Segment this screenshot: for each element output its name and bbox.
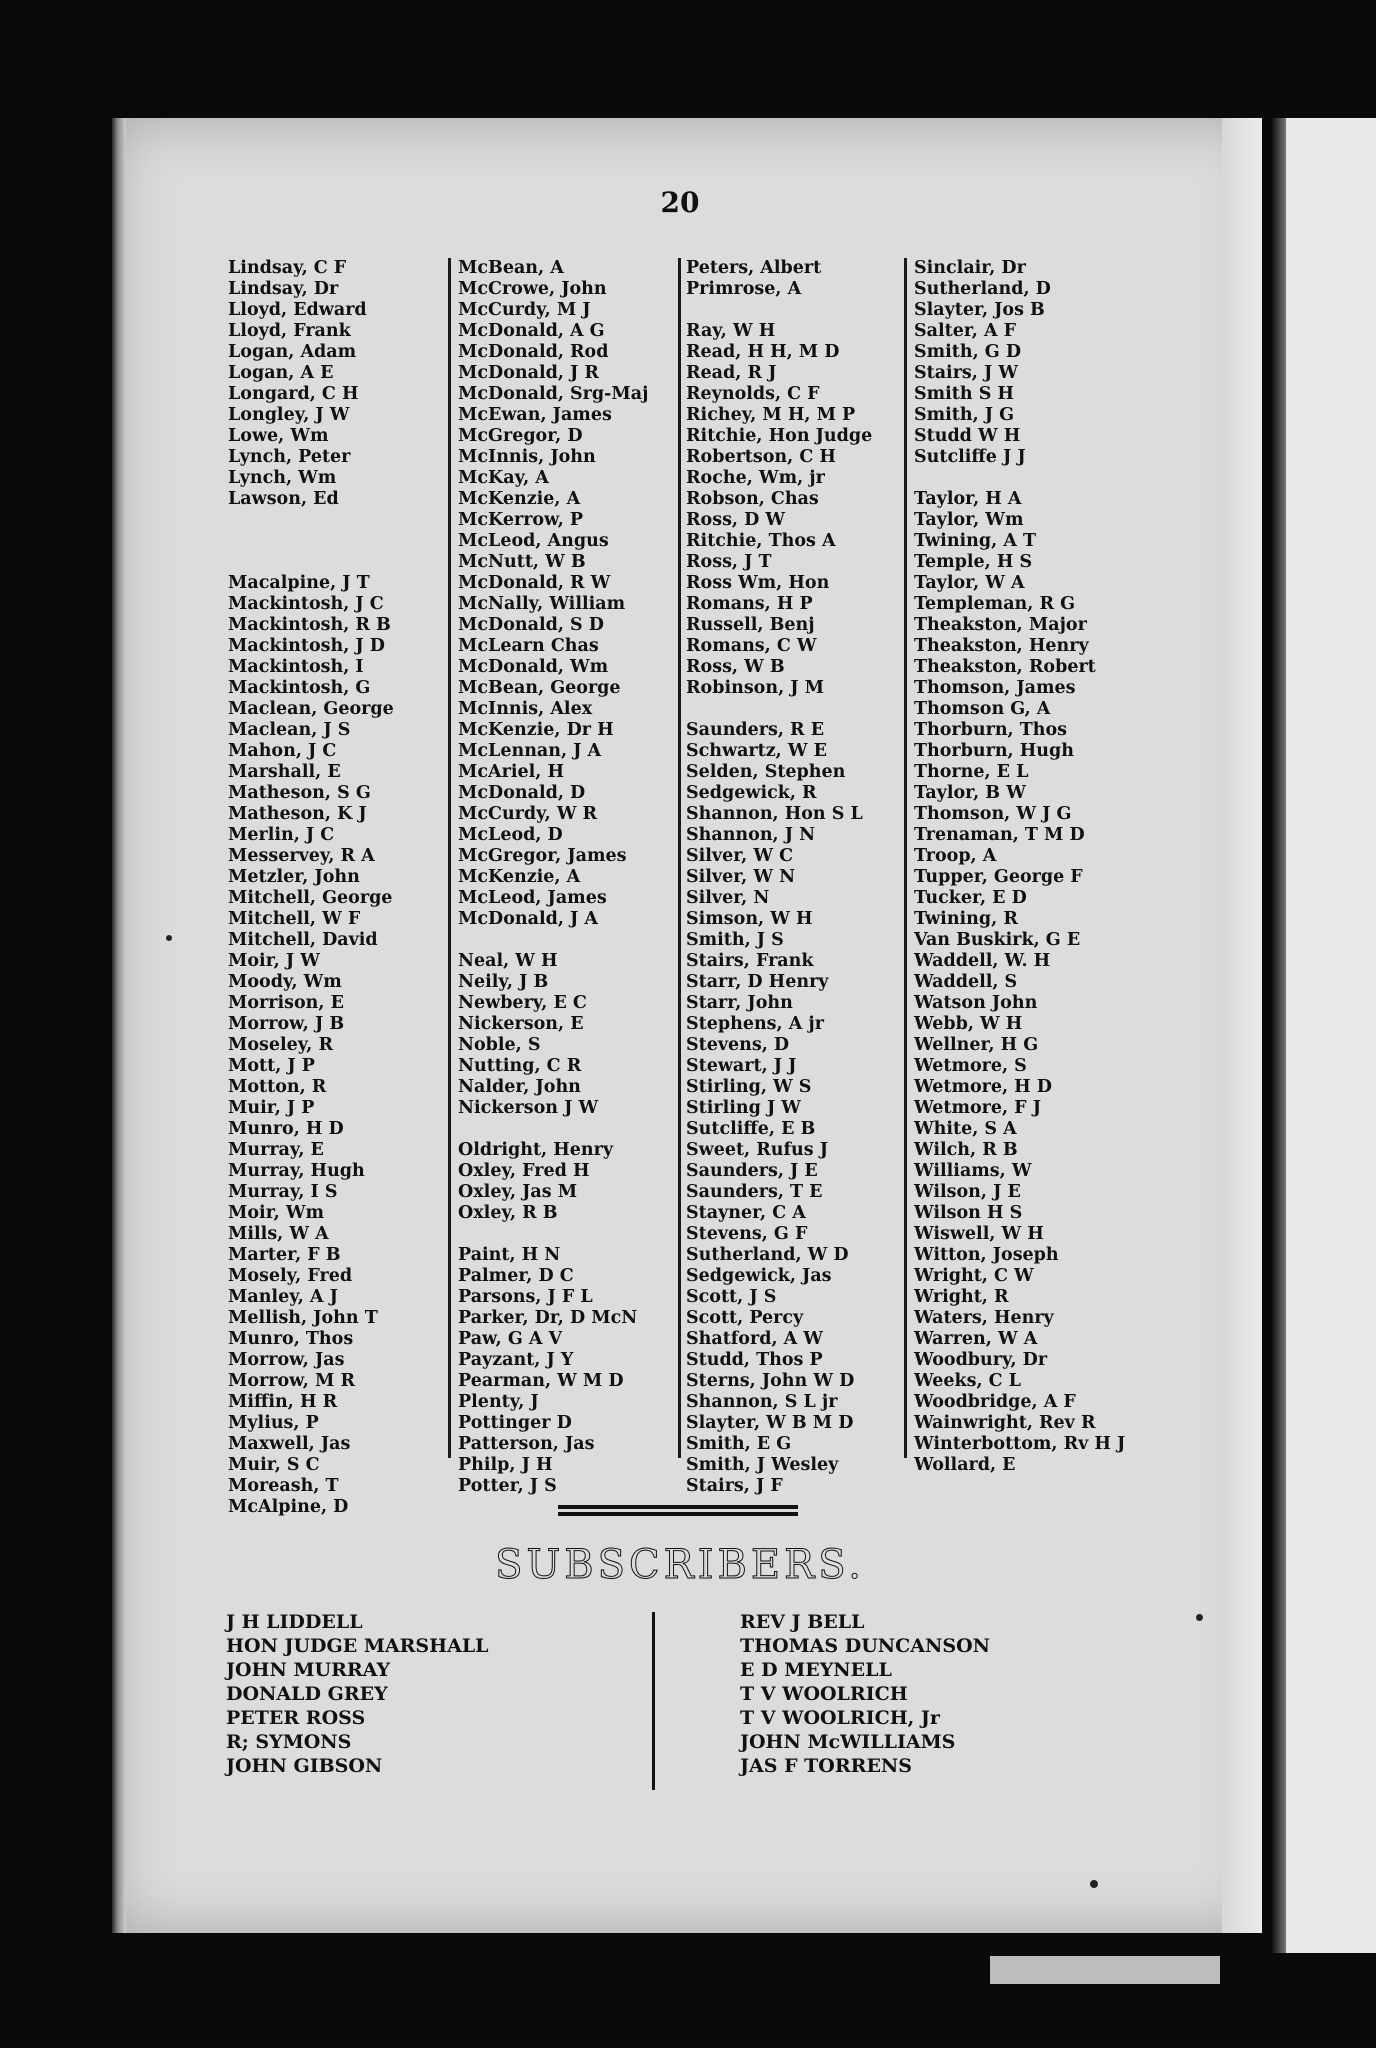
directory-entry: McDonald, Wm [458,657,609,677]
directory-entry: Silver, N [686,888,770,908]
directory-entry: Scott, J S [686,1287,777,1307]
directory-entry: Miffin, H R [228,1392,338,1412]
directory-entry: McDonald, J A [458,909,598,929]
directory-entry: Witton, Joseph [914,1245,1059,1265]
directory-entry: McBean, A [458,258,564,278]
directory-entry: Wetmore, H D [914,1077,1052,1097]
directory-entry: McKenzie, A [458,867,581,887]
directory-entry: Robertson, C H [686,447,836,467]
list-gap [686,699,911,720]
directory-entry: Taylor, W A [914,573,1025,593]
name-column-4 [914,258,1164,1475]
directory-entry: Oxley, Jas M [458,1182,578,1202]
directory-entry: Saunders, R E [686,720,825,740]
directory-entry: Munro, Thos [228,1329,354,1349]
list-gap [458,1224,683,1245]
directory-entry: McKenzie, Dr H [458,720,614,740]
directory-entry: Lowe, Wm [228,426,329,446]
directory-entry: Parsons, J F L [458,1287,593,1307]
subscribers-left-column [226,1610,646,1778]
directory-entry: Philp, J H [458,1455,553,1475]
directory-entry: Moody, Wm [228,972,342,992]
list-gap [686,300,911,321]
directory-entry: Moseley, R [228,1035,334,1055]
directory-entry: Stairs, J F [686,1476,783,1496]
list-gap [228,510,453,531]
directory-entry: Silver, W C [686,846,794,866]
ink-speck [1196,1614,1203,1621]
directory-entry: Matheson, S G [228,783,371,803]
directory-entry: Muir, J P [228,1098,315,1118]
section-rule [558,1505,798,1509]
directory-entry: Mackintosh, I [228,657,364,677]
directory-entry: Noble, S [458,1035,541,1055]
directory-entry: Troop, A [914,846,997,866]
directory-entry: Stewart, J J [686,1056,797,1076]
list-gap [458,1119,683,1140]
directory-entry: McLearn Chas [458,636,599,656]
directory-entry: Wellner, H G [914,1035,1039,1055]
directory-entry: Stairs, Frank [686,951,814,971]
directory-entry: Longard, C H [228,384,359,404]
directory-entry: White, S A [914,1119,1017,1139]
directory-entry: Romans, C W [686,636,817,656]
directory-entry: Newbery, E C [458,993,587,1013]
directory-entry: McCurdy, W R [458,804,598,824]
directory-entry: Silver, W N [686,867,796,887]
directory-entry: Waters, Henry [914,1308,1054,1328]
directory-entry: Thorburn, Thos [914,720,1067,740]
directory-entry: Smith S H [914,384,1014,404]
directory-entry: Wiswell, W H [914,1224,1044,1244]
directory-entry: Wilson H S [914,1203,1023,1223]
directory-entry: Morrison, E [228,993,344,1013]
directory-entry: Smith, J S [686,930,784,950]
subscriber-entry: JOHN McWILLIAMS [740,1731,956,1753]
directory-entry: Nalder, John [458,1077,581,1097]
directory-entry: McAriel, H [458,762,564,782]
directory-entry: Theakston, Major [914,615,1087,635]
directory-entry: Robson, Chas [686,489,819,509]
directory-entry: Patterson, Jas [458,1434,595,1454]
subscriber-entry: JOHN GIBSON [226,1755,383,1777]
directory-entry: Warren, W A [914,1329,1038,1349]
directory-entry: Simson, W H [686,909,813,929]
directory-entry: Morrow, Jas [228,1350,345,1370]
directory-entry: Robinson, J M [686,678,825,698]
name-column-1 [228,258,453,1517]
directory-entry: Wainwright, Rev R [914,1413,1096,1433]
directory-entry: Wright, R [914,1287,1009,1307]
directory-entry: Logan, A E [228,363,334,383]
directory-entry: Stirling J W [686,1098,801,1118]
directory-entry: Longley, J W [228,405,350,425]
directory-entry: Thomson, W J G [914,804,1072,824]
directory-entry: Thorburn, Hugh [914,741,1074,761]
directory-entry: Salter, A F [914,321,1017,341]
directory-entry: Macalpine, J T [228,573,370,593]
subscriber-entry: PETER ROSS [226,1707,366,1729]
directory-entry: McLennan, J A [458,741,602,761]
directory-entry: Morrow, J B [228,1014,345,1034]
subscribers-right-column [740,1610,1160,1778]
directory-entry: McNally, William [458,594,626,614]
directory-entry: Lawson, Ed [228,489,339,509]
directory-entry: Twining, A T [914,531,1037,551]
directory-entry: Theakston, Henry [914,636,1089,656]
column-divider [448,258,451,1458]
directory-entry: Lindsay, C F [228,258,347,278]
directory-entry: Stairs, J W [914,363,1018,383]
directory-entry: Smith, J G [914,405,1015,425]
list-gap [458,930,683,951]
directory-entry: Stirling, W S [686,1077,812,1097]
directory-entry: Lindsay, Dr [228,279,339,299]
directory-entry: Maxwell, Jas [228,1434,351,1454]
subscriber-entry: JAS F TORRENS [740,1755,913,1777]
directory-entry: Paw, G A V [458,1329,563,1349]
directory-entry: Read, H H, M D [686,342,840,362]
directory-entry: McDonald, J R [458,363,599,383]
directory-entry: McLeod, James [458,888,607,908]
column-divider [904,258,907,1458]
subscribers-heading: SUBSCRIBERS. [495,1542,865,1588]
subscriber-entry: DONALD GREY [226,1683,388,1705]
ink-speck [1090,1880,1098,1888]
directory-entry: Tupper, George F [914,867,1083,887]
directory-entry: Richey, M H, M P [686,405,856,425]
directory-entry: Stayner, C A [686,1203,806,1223]
directory-entry: Temple, H S [914,552,1033,572]
directory-entry: Starr, D Henry [686,972,829,992]
directory-entry: Wollard, E [914,1455,1016,1475]
directory-entry: McDonald, D [458,783,586,803]
directory-entry: Murray, Hugh [228,1161,365,1181]
directory-entry: Mitchell, George [228,888,393,908]
directory-entry: Neal, W H [458,951,558,971]
directory-entry: Winterbottom, Rv H J [914,1434,1126,1454]
directory-entry: Primrose, A [686,279,802,299]
directory-entry: Watson John [914,993,1038,1013]
ink-speck [166,935,172,941]
directory-entry: Tucker, E D [914,888,1027,908]
directory-entry: McDonald, Rod [458,342,609,362]
directory-entry: Mosely, Fred [228,1266,353,1286]
directory-entry: McNutt, W B [458,552,586,572]
directory-entry: Smith, J Wesley [686,1455,839,1475]
directory-entry: McDonald, Srg-Maj [458,384,649,404]
subscribers-divider [652,1612,655,1790]
directory-entry: Oxley, Fred H [458,1161,590,1181]
page-tab [990,1956,1220,1984]
directory-entry: McDonald, S D [458,615,604,635]
subscriber-entry: THOMAS DUNCANSON [740,1635,991,1657]
directory-entry: Merlin, J C [228,825,335,845]
directory-entry: Stevens, G F [686,1224,808,1244]
directory-entry: Wilson, J E [914,1182,1021,1202]
directory-entry: Studd, Thos P [686,1350,823,1370]
directory-entry: Slayter, W B M D [686,1413,854,1433]
list-gap [228,531,453,552]
section-rule [558,1512,798,1516]
directory-entry: Twining, R [914,909,1018,929]
directory-entry: Munro, H D [228,1119,344,1139]
list-gap [914,468,1164,489]
directory-entry: Mitchell, W F [228,909,361,929]
directory-entry: Mackintosh, R B [228,615,391,635]
directory-entry: Mellish, John T [228,1308,378,1328]
subscriber-entry: R; SYMONS [226,1731,352,1753]
directory-entry: Lynch, Wm [228,468,337,488]
directory-entry: Paint, H N [458,1245,561,1265]
directory-entry: McLeod, Angus [458,531,609,551]
directory-entry: Sweet, Rufus J [686,1140,828,1160]
directory-entry: Maclean, George [228,699,394,719]
directory-entry: Marter, F B [228,1245,341,1265]
directory-entry: Sutcliffe, E B [686,1119,816,1139]
directory-entry: Trenaman, T M D [914,825,1085,845]
directory-entry: Slayter, Jos B [914,300,1045,320]
directory-entry: Lloyd, Frank [228,321,351,341]
directory-entry: Metzler, John [228,867,360,887]
directory-entry: McKenzie, A [458,489,581,509]
directory-entry: Nickerson, E [458,1014,584,1034]
page-outer-edge [1222,118,1262,1933]
directory-entry: Russell, Benj [686,615,815,635]
directory-entry: McDonald, A G [458,321,605,341]
page-binding-edge [112,118,126,1933]
directory-entry: Mitchell, David [228,930,378,950]
directory-entry: Ritchie, Hon Judge [686,426,873,446]
directory-entry: Taylor, Wm [914,510,1024,530]
directory-entry: Read, R J [686,363,777,383]
directory-entry: Saunders, J E [686,1161,818,1181]
directory-entry: Mackintosh, J C [228,594,384,614]
directory-entry: Mackintosh, J D [228,636,385,656]
directory-entry: Pottinger D [458,1413,572,1433]
directory-entry: Potter, J S [458,1476,557,1496]
directory-entry: McInnis, Alex [458,699,593,719]
subscriber-entry: JOHN MURRAY [226,1659,391,1681]
directory-entry: Mott, J P [228,1056,315,1076]
directory-entry: Oxley, R B [458,1203,558,1223]
directory-entry: Oldright, Henry [458,1140,614,1160]
column-divider [678,258,681,1458]
directory-entry: Palmer, D C [458,1266,574,1286]
directory-entry: Maclean, J S [228,720,351,740]
directory-entry: Mackintosh, G [228,678,371,698]
directory-entry: Ross Wm, Hon [686,573,830,593]
directory-entry: McCurdy, M J [458,300,591,320]
directory-entry: Motton, R [228,1077,327,1097]
directory-entry: Shannon, Hon S L [686,804,863,824]
list-gap [228,552,453,573]
adjacent-page [1272,118,1376,1953]
directory-entry: Smith, G D [914,342,1022,362]
directory-entry: Roche, Wm, jr [686,468,825,488]
directory-entry: McInnis, John [458,447,596,467]
directory-entry: Shannon, S L jr [686,1392,838,1412]
directory-entry: Moir, J W [228,951,320,971]
directory-entry: Reynolds, C F [686,384,820,404]
directory-entry: Sedgewick, Jas [686,1266,832,1286]
directory-entry: Lloyd, Edward [228,300,367,320]
directory-entry: Wetmore, F J [914,1098,1041,1118]
directory-entry: Sutcliffe J J [914,447,1026,467]
directory-entry: Theakston, Robert [914,657,1096,677]
directory-entry: Scott, Percy [686,1308,804,1328]
directory-entry: Lynch, Peter [228,447,351,467]
directory-entry: Mahon, J C [228,741,337,761]
directory-entry: Neily, J B [458,972,549,992]
directory-entry: Weeks, C L [914,1371,1021,1391]
directory-entry: Saunders, T E [686,1182,823,1202]
directory-entry: Sedgewick, R [686,783,817,803]
directory-entry: Williams, W [914,1161,1032,1181]
directory-entry: Mills, W A [228,1224,329,1244]
directory-entry: Muir, S C [228,1455,320,1475]
directory-entry: Shatford, A W [686,1329,823,1349]
name-column-3 [686,258,911,1496]
directory-entry: Wright, C W [914,1266,1034,1286]
directory-entry: Ray, W H [686,321,776,341]
directory-entry: Payzant, J Y [458,1350,574,1370]
directory-entry: Morrow, M R [228,1371,355,1391]
subscriber-entry: HON JUDGE MARSHALL [226,1635,489,1657]
directory-entry: Peters, Albert [686,258,822,278]
directory-entry: McBean, George [458,678,621,698]
directory-entry: Van Buskirk, G E [914,930,1081,950]
directory-entry: Taylor, H A [914,489,1022,509]
directory-entry: Starr, John [686,993,793,1013]
directory-entry: Sinclair, Dr [914,258,1026,278]
directory-entry: Schwartz, W E [686,741,827,761]
directory-entry: McLeod, D [458,825,563,845]
directory-entry: Sutherland, D [914,279,1051,299]
directory-entry: Wilch, R B [914,1140,1018,1160]
directory-entry: Waddell, S [914,972,1018,992]
directory-entry: Thorne, E L [914,762,1029,782]
directory-entry: Nutting, C R [458,1056,582,1076]
subscriber-entry: REV J BELL [740,1611,865,1633]
directory-entry: Moir, Wm [228,1203,324,1223]
directory-entry: Thomson G, A [914,699,1051,719]
directory-entry: Stevens, D [686,1035,790,1055]
directory-entry: Mylius, P [228,1413,319,1433]
directory-entry: Plenty, J [458,1392,539,1412]
subscriber-entry: E D MEYNELL [740,1659,892,1681]
directory-entry: McGregor, James [458,846,627,866]
directory-entry: McDonald, R W [458,573,611,593]
directory-entry: Ross, W B [686,657,785,677]
subscriber-entry: T V WOOLRICH [740,1683,908,1705]
directory-entry: McCrowe, John [458,279,607,299]
directory-entry: Ross, D W [686,510,786,530]
directory-entry: Sutherland, W D [686,1245,849,1265]
directory-entry: Templeman, R G [914,594,1076,614]
directory-entry: Stephens, A jr [686,1014,824,1034]
directory-entry: Taylor, B W [914,783,1026,803]
directory-entry: Nickerson J W [458,1098,599,1118]
directory-entry: McAlpine, D [228,1497,349,1517]
directory-entry: Pearman, W M D [458,1371,624,1391]
directory-entry: Messervey, R A [228,846,375,866]
directory-entry: Matheson, K J [228,804,367,824]
directory-entry: Selden, Stephen [686,762,846,782]
page-number: 20 [660,186,700,219]
directory-entry: Murray, I S [228,1182,338,1202]
directory-entry: Webb, W H [914,1014,1023,1034]
subscriber-entry: J H LIDDELL [226,1611,363,1633]
subscriber-entry: T V WOOLRICH, Jr [740,1707,940,1729]
directory-entry: McKay, A [458,468,549,488]
directory-entry: Romans, H P [686,594,813,614]
directory-entry: Murray, E [228,1140,324,1160]
directory-entry: Logan, Adam [228,342,357,362]
directory-entry: Sterns, John W D [686,1371,855,1391]
directory-entry: McGregor, D [458,426,583,446]
directory-entry: Parker, Dr, D McN [458,1308,638,1328]
directory-entry: McEwan, James [458,405,612,425]
directory-entry: Ritchie, Thos A [686,531,836,551]
directory-entry: Waddell, W. H [914,951,1051,971]
directory-entry: Moreash, T [228,1476,339,1496]
directory-entry: Thomson, James [914,678,1076,698]
directory-entry: McKerrow, P [458,510,584,530]
directory-entry: Woodbury, Dr [914,1350,1048,1370]
directory-entry: Studd W H [914,426,1021,446]
name-column-2 [458,258,683,1496]
directory-entry: Manley, A J [228,1287,338,1307]
directory-entry: Wetmore, S [914,1056,1027,1076]
directory-entry: Marshall, E [228,762,341,782]
directory-entry: Smith, E G [686,1434,792,1454]
directory-entry: Ross, J T [686,552,772,572]
directory-entry: Shannon, J N [686,825,816,845]
directory-entry: Woodbridge, A F [914,1392,1076,1412]
